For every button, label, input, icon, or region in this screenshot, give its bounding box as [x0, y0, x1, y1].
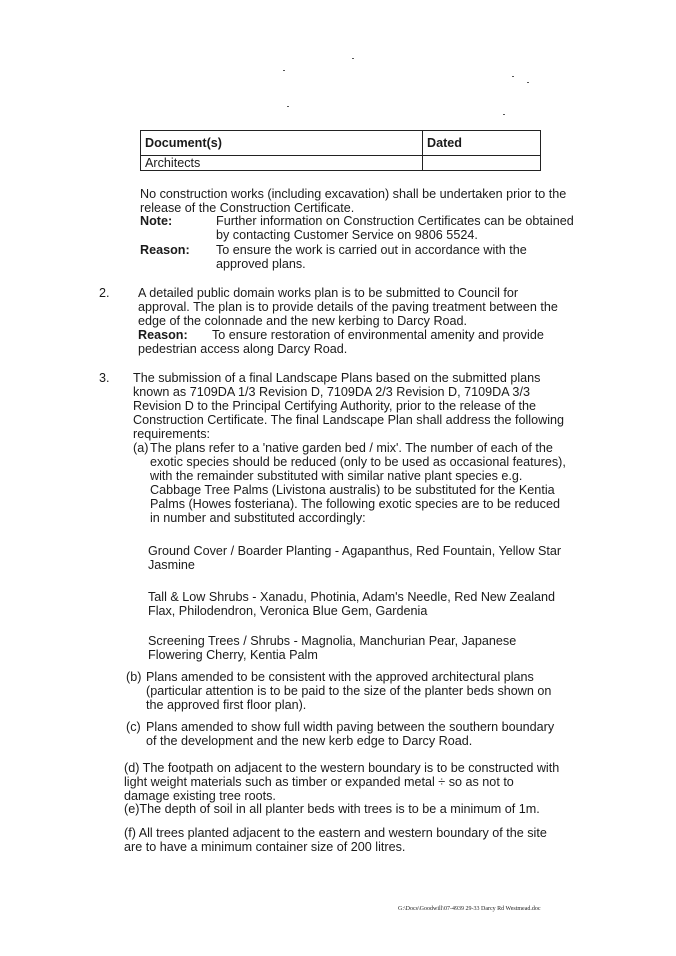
item2-line: approval. The plan is to provide details of the paving treatment between the: [138, 300, 558, 314]
item2-line: pedestrian access along Darcy Road.: [138, 342, 348, 356]
scan-speck: [512, 76, 514, 77]
subitem-a-line: with the remainder substituted with similar native plant species e.g.: [150, 469, 523, 483]
subitem-d-line: damage existing tree roots.: [124, 789, 276, 803]
subitem-f-line: are to have a minimum container size of 200 litres.: [124, 840, 406, 854]
subitem-b-line: Plans amended to be consistent with the approved architectural plans: [146, 670, 534, 684]
subitem-d-line: light weight materials such as timber or expanded metal ÷ so as not to: [124, 775, 514, 789]
table-header-documents: Document(s): [141, 131, 423, 156]
scan-speck: [287, 106, 289, 107]
subitem-c-line: of the development and the new kerb edge to Darcy Road.: [146, 734, 473, 748]
subitem-c-line: Plans amended to show full width paving between the southern boundary: [146, 720, 555, 734]
note-text: by contacting Customer Service on 9806 5524.: [216, 228, 478, 242]
item3-line: The submission of a final Landscape Plans based on the submitted plans: [133, 371, 541, 385]
item-number: 2.: [99, 286, 110, 300]
item-number: 3.: [99, 371, 110, 385]
reason-text: To ensure the work is carried out in accordance with the: [216, 243, 527, 257]
item3-line: known as 7109DA 1/3 Revision D, 7109DA 2/3 Revision D, 7109DA 3/3: [133, 385, 530, 399]
plant-group-line: Jasmine: [148, 558, 195, 572]
subitem-b-line: (particular attention is to be paid to the size of the planter beds shown on: [146, 684, 552, 698]
plant-group-line: Screening Trees / Shrubs - Magnolia, Manchurian Pear, Japanese: [148, 634, 517, 648]
reason-text: To ensure restoration of environmental amenity and provide: [212, 328, 544, 342]
scan-speck: [352, 58, 354, 59]
plant-group-line: Flowering Cherry, Kentia Palm: [148, 648, 318, 662]
subitem-f-line: (f) All trees planted adjacent to the eastern and western boundary of the site: [124, 826, 547, 840]
plant-group-line: Ground Cover / Boarder Planting - Agapanthus, Red Fountain, Yellow Star: [148, 544, 562, 558]
subitem-a-line: The plans refer to a 'native garden bed / mix'. The number of each of the: [150, 441, 553, 455]
table-cell-document: Architects: [141, 156, 423, 171]
file-path-footer: G:\Docs\Goodwill\07-4939 29-33 Darcy Rd Westmead.doc: [398, 906, 541, 912]
intro-line: No construction works (including excavation) shall be undertaken prior to the: [140, 187, 567, 201]
subitem-b-line: the approved first floor plan).: [146, 698, 307, 712]
subitem-a-line: exotic species should be reduced (only to be used as occasional features),: [150, 455, 566, 469]
note-text: Further information on Construction Certificates can be obtained: [216, 214, 574, 228]
subitem-label: (c): [126, 720, 141, 734]
item2-line: edge of the colonnade and the new kerbing to Darcy Road.: [138, 314, 468, 328]
plant-group-line: Tall & Low Shrubs - Xanadu, Photinia, Adam's Needle, Red New Zealand: [148, 590, 556, 604]
subitem-label: (a): [133, 441, 149, 455]
subitem-d-line: (d) The footpath on adjacent to the western boundary is to be constructed with: [124, 761, 560, 775]
table-header-dated: Dated: [423, 131, 541, 156]
subitem-a-line: Cabbage Tree Palms (Livistona australis) to be substituted for the Kentia: [150, 483, 555, 497]
subitem-a-line: in number and substituted accordingly:: [150, 511, 366, 525]
scan-speck: [503, 114, 505, 115]
item3-line: Revision D to the Principal Certifying Authority, prior to the release of the: [133, 399, 536, 413]
reason-label: Reason:: [140, 243, 190, 257]
subitem-a-line: Palms (Howes fosteriana). The following exotic species are to be reduced: [150, 497, 560, 511]
item2-line: A detailed public domain works plan is to be submitted to Council for: [138, 286, 519, 300]
reason-text: approved plans.: [216, 257, 306, 271]
table-header-row: [141, 131, 541, 156]
table-row: [141, 156, 541, 171]
plant-group-line: Flax, Philodendron, Veronica Blue Gem, Gardenia: [148, 604, 428, 618]
note-label: Note:: [140, 214, 173, 228]
subitem-label: (b): [126, 670, 142, 684]
subitem-e-line: (e)The depth of soil in all planter beds with trees is to be a minimum of 1m.: [124, 802, 540, 816]
documents-table: [140, 130, 541, 171]
reason-label: Reason:: [138, 328, 188, 342]
intro-line: release of the Construction Certificate.: [140, 201, 355, 215]
scan-speck: [527, 82, 529, 83]
item3-line: Construction Certificate. The final Landscape Plan shall address the following: [133, 413, 564, 427]
item3-line: requirements:: [133, 427, 210, 441]
scan-speck: [283, 70, 285, 71]
table-cell-dated: [423, 156, 541, 171]
